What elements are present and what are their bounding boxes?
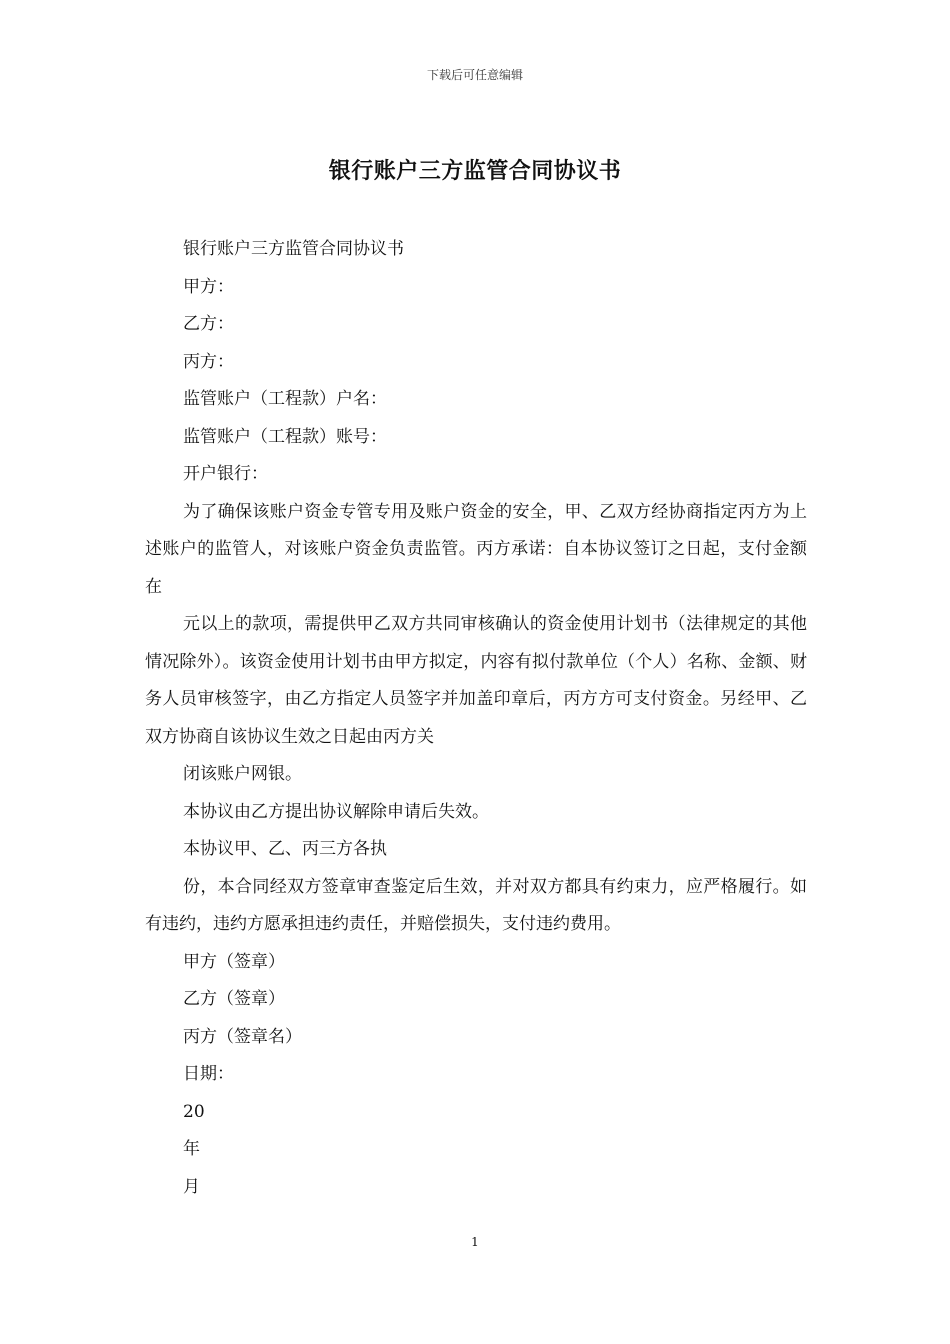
document-body bbox=[145, 231, 807, 1206]
signature-party-b: 乙方（签章） bbox=[183, 989, 285, 1009]
date-year-unit: 年 bbox=[183, 1139, 200, 1159]
body-heading: 银行账户三方监管合同协议书 bbox=[183, 239, 404, 259]
date-month-unit: 月 bbox=[183, 1176, 200, 1197]
party-c-field: 丙方： bbox=[183, 351, 234, 372]
page-header-note: 下载后可任意编辑 bbox=[426, 68, 523, 82]
page-number: 1 bbox=[471, 1235, 479, 1249]
clause-purpose: 为了确保该账户资金专管专用及账户资金的安全，甲、乙双方经协商指定丙方为上述账户的监管人，对该账户资金负责监管。丙方承诺：自本协议签订之日起，支付金额在 bbox=[145, 501, 807, 597]
signature-party-a: 甲方（签章） bbox=[183, 951, 285, 972]
account-name-field: 监管账户（工程款）户名： bbox=[183, 389, 387, 409]
date-year-prefix: 20 bbox=[183, 1101, 205, 1122]
party-b-field: 乙方： bbox=[183, 314, 234, 334]
clause-online-banking: 闭该账户网银。 bbox=[183, 764, 302, 784]
account-number-field: 监管账户（工程款）账号： bbox=[183, 426, 387, 447]
clause-termination: 本协议由乙方提出协议解除申请后失效。 bbox=[183, 801, 489, 822]
clause-copies: 本协议甲、乙、丙三方各执 bbox=[183, 839, 387, 859]
party-a-field: 甲方： bbox=[183, 276, 234, 297]
document-title: 银行账户三方监管合同协议书 bbox=[328, 158, 622, 184]
opening-bank-field: 开户银行： bbox=[183, 464, 268, 484]
date-label: 日期： bbox=[183, 1064, 234, 1084]
clause-payment-plan: 元以上的款项，需提供甲乙双方共同审核确认的资金使用计划书（法律规定的其他情况除外）。该资金使用计划书由甲方拟定，内容有拟付款单位（个人）名称、金额、财务人员审核签字，由乙方指定人员签字并加盖印章后，丙方方可支付资金。另经甲、乙双方协商自该协议生效之日起由丙方关 bbox=[145, 614, 807, 747]
clause-effectiveness: 份，本合同经双方签章审查鉴定后生效，并对双方都具有约束力，应严格履行。如有违约，违约方愿承担违约责任，并赔偿损失，支付违约费用。 bbox=[145, 876, 807, 934]
signature-party-c: 丙方（签章名） bbox=[183, 1026, 302, 1047]
